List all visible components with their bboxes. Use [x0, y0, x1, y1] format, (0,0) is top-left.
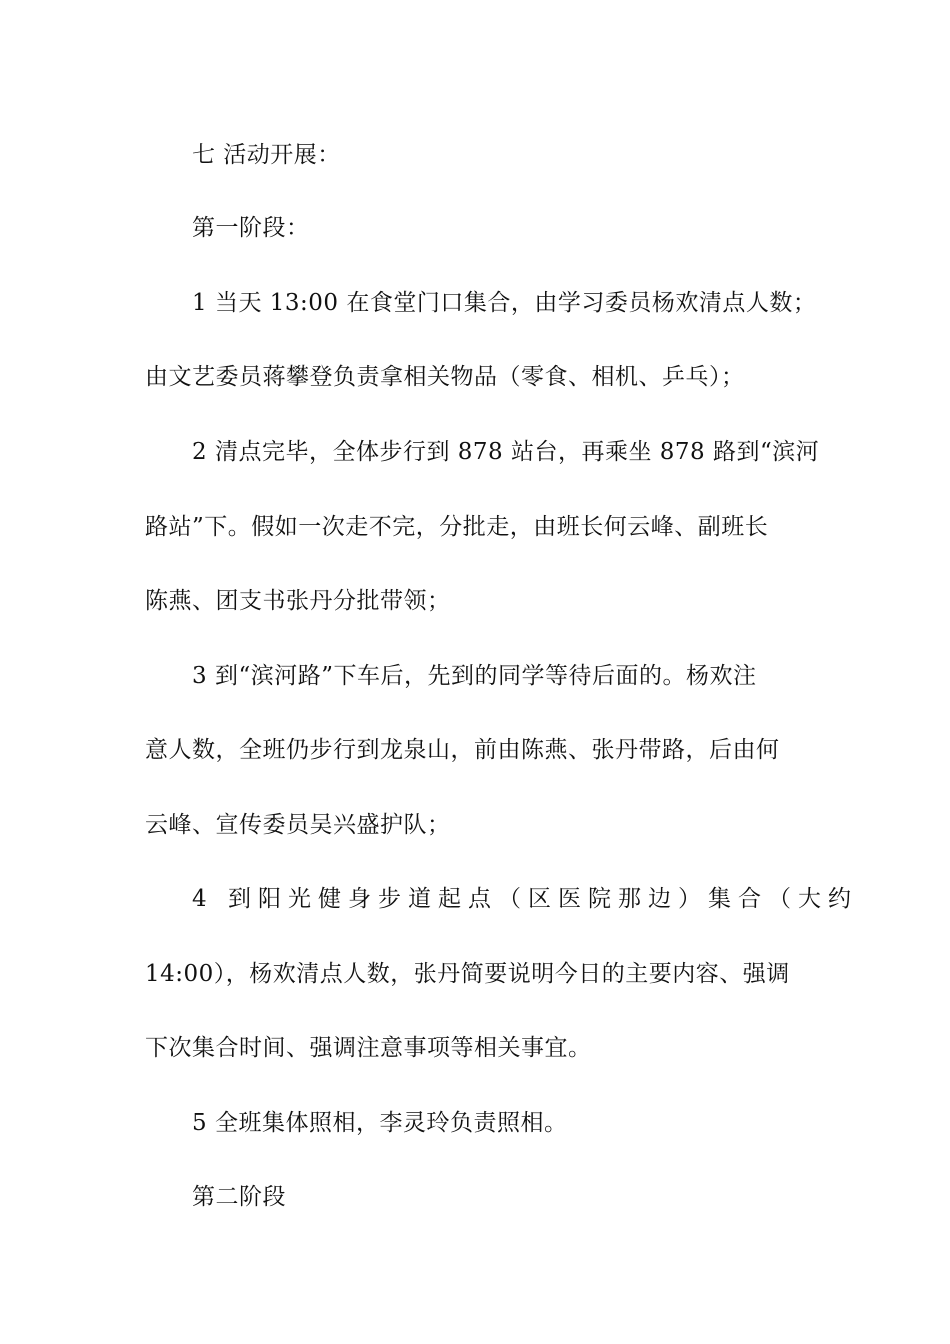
paragraph-line: 云峰、宣传委员吴兴盛护队；	[145, 812, 451, 838]
paragraph-line: 意人数，全班仍步行到龙泉山，前由陈燕、张丹带路，后由何	[145, 737, 780, 763]
paragraph-line: 5 全班集体照相，李灵玲负责照相。	[192, 1110, 568, 1136]
paragraph-line: 14:00），杨欢清点人数，张丹简要说明今日的主要内容、强调	[145, 961, 790, 987]
paragraph-line: 1 当天 13:00 在食堂门口集合，由学习委员杨欢清点人数；	[192, 290, 817, 316]
stage-two-title: 第二阶段	[192, 1184, 286, 1210]
stage-one-title: 第一阶段：	[192, 215, 310, 241]
paragraph-line: 2 清点完毕，全体步行到 878 站台，再乘坐 878 路到“滨河	[192, 439, 820, 465]
paragraph-line: 3 到“滨河路”下车后，先到的同学等待后面的。杨欢注	[192, 663, 757, 689]
paragraph-line: 由文艺委员蒋攀登负责拿相关物品（零食、相机、乒乓）；	[145, 364, 745, 390]
paragraph-line: 下次集合时间、强调注意事项等相关事宜。	[145, 1035, 592, 1061]
section-heading: 七 活动开展：	[192, 142, 341, 168]
paragraph-line: 路站”下。假如一次走不完，分批走，由班长何云峰、副班长	[145, 514, 769, 540]
paragraph-line: 4 到阳光健身步道起点（区医院那边）集合（大约	[192, 886, 858, 912]
paragraph-line: 陈燕、团支书张丹分批带领；	[145, 588, 451, 614]
